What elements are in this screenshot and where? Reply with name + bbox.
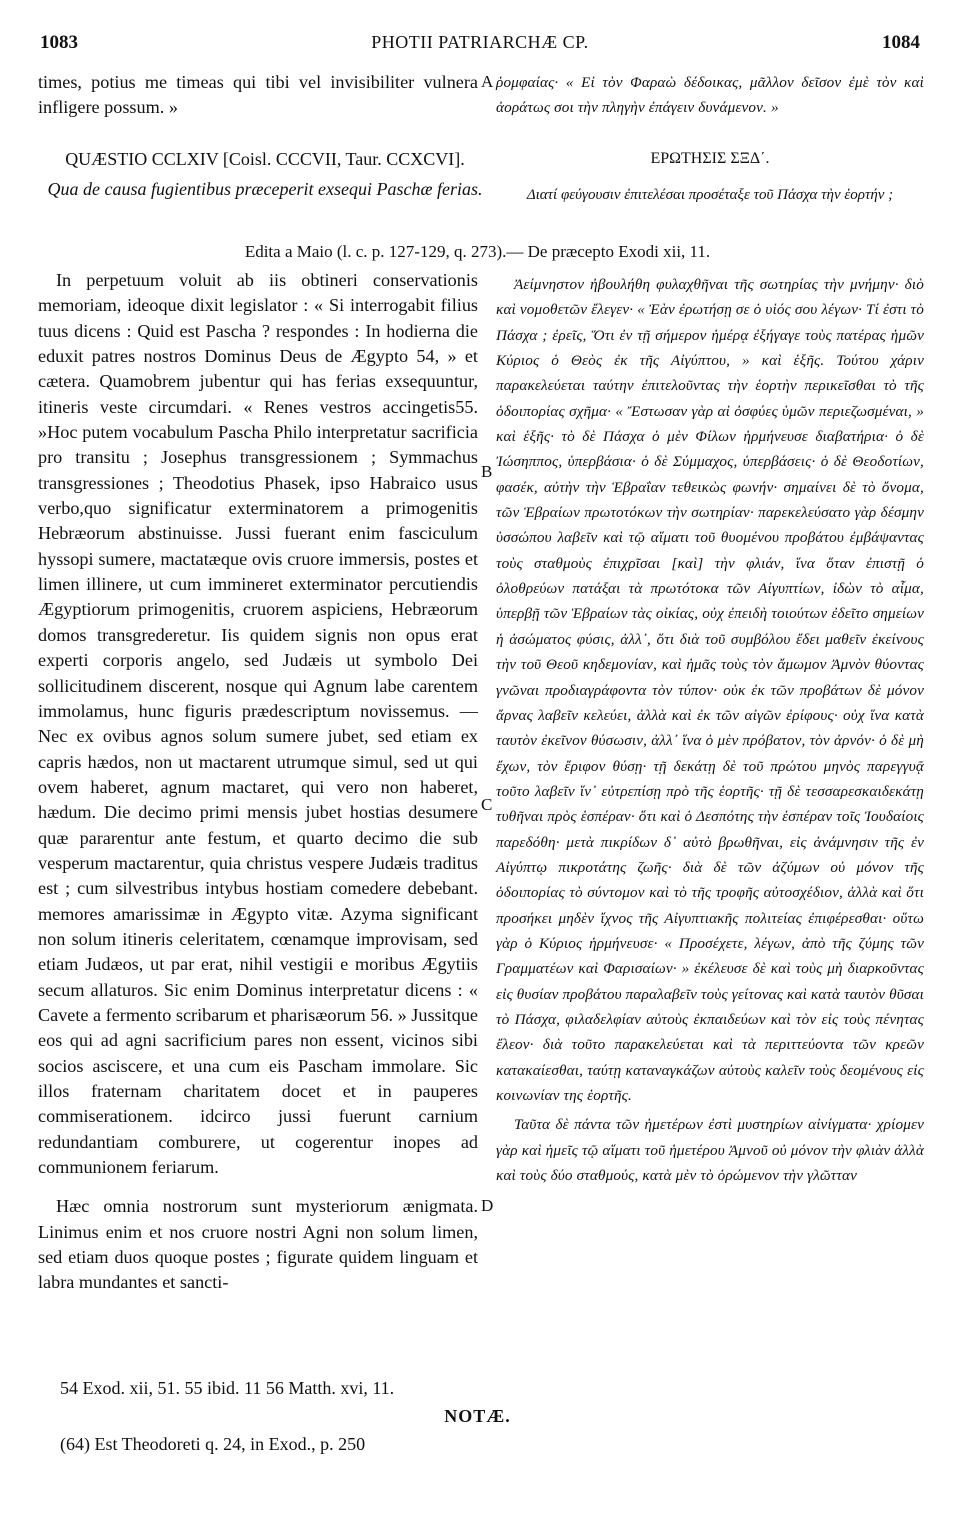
greek-top-text: ῥομφαίας· « Εἰ τὸν Φαραὼ δέδοικας, μᾶλλον δεῖσον ἐμὲ τὸν καὶ ἀοράτως σοι τὴν πληγὴν ἐπάγειν δυνάμενον. »: [496, 74, 924, 117]
greek-question-title: ΕΡΩΤΗΣΙΣ ΣΞΔ΄.: [650, 150, 770, 167]
margin-letter-d: D: [481, 1196, 494, 1215]
greek-question-subtitle: Διατί φεύγουσιν ἐπιτελέσαι προσέταξε τοῦ Πάσχα τὴν ἑορτήν ;: [526, 187, 894, 203]
latin-paragraph-2: Hæc omnia nostrorum sunt mysteriorum ænigmata. Linimus enim et nos cruore nostri Agni non solum limen, sed etiam duos quoque postes ; figurate quidem linguam et labra mundantes et sancti-: [38, 1196, 478, 1293]
greek-column: [496, 272, 924, 1188]
latin-question-heading: [40, 148, 490, 200]
greek-question-heading: [496, 148, 924, 206]
greek-paragraph-2: Ταῦτα δὲ πάντα τῶν ἡμετέρων ἐστὶ μυστηρίων αἰνίγματα· χρίομεν γὰρ καὶ ἡμεῖς τῷ αἵματι τοῦ ἡμετέρου Ἀμνοῦ οὐ μόνον τὴν φλιὰν ἀλλὰ καὶ τοὺς δύο σταθμούς, κατὰ μὲν τὸ ὁρώμενον τὴν γλῶτταν: [496, 1116, 924, 1185]
page-number-left: 1083: [40, 32, 78, 53]
page-header: [40, 32, 920, 62]
latin-question-subtitle: Qua de causa fugientibus præceperit exsequi Paschæ ferias.: [47, 179, 483, 199]
margin-letter-c: C: [481, 795, 493, 814]
page-number-right: 1084: [882, 32, 920, 53]
notae-heading: NOTÆ.: [444, 1406, 511, 1426]
note-64: (64) Est Theodoreti q. 24, in Exod., p. 250: [60, 1434, 366, 1454]
margin-letter-a: A: [481, 72, 494, 91]
running-title: PHOTII PATRIARCHÆ CP.: [371, 32, 589, 52]
greek-paragraph-1: Ἀείμνηστον ἠβουλήθη φυλαχθῆναι τῆς σωτηρίας τὴν μνήμην· διὸ καὶ νομοθετῶν ἔλεγεν· « Ἐὰν ἐρωτήσῃ σε ὁ υἱός σου λέγων· Τί ἐστι τὸ Πάσχα ; ἐρεῖς, Ὅτι ἐν τῇ σήμερον ἡμέρᾳ ἐξήγαγε τοὺς πατέρας ἡμῶν Κύριος ὁ Θεὸς ἐκ τῆς Αἰγύπτου, » καὶ ἑξῆς. Τούτου χάριν παρακελεύεται ταύτην ἐπιτελοῦντας τὴν ἑορτὴν περικεῖσθαι τὸ τῆς ὁδοιπορίας σχῆμα· « Ἔστωσαν γὰρ αἱ ὀσφύες ὑμῶν περιεζωσμέναι, » καὶ ἑξῆς· τὸ δὲ Πάσχα ὁ μὲν Φίλων ἡρμήνευσε διαβατήρια· ὁ δὲ Ἰώσηππος, ὑπερβάσια· ὁ δὲ Σύμμαχος, ὑπερβάσεις· ὁ δὲ Θεοδοτίων, φασέκ, αὐτὴν τὴν Ἑβραΐαν τεθεικὼς φωνήν· σημαίνει δὲ τὸ ὄνομα, τῶν Ἑβραίων πρωτοτόκων τὴν σωτηρίαν· παρεκελεύσατο γὰρ δέσμην ὑσσώπου λαβεῖν καὶ τῷ αἵματι τοῦ θυομένου προβάτου ἐμβάψαντας τοὺς σταθμοὺς ἐπιχρῖσαι [καὶ] τὴν φλιάν, ἵνα ὅταν ἐπιστῇ ὁ ὀλοθρεύων πατάξαι τὰ πρωτότοκα τῶν Αἰγυπτίων, ἰδὼν τὸ αἷμα, ὑπερβῇ τῶν Ἑβραίων τὰς οἰκίας, οὐχ ἐπειδὴ τοιούτων ἐδεῖτο σημείων ἡ ἀσώματος φύσις, ἀλλ᾽, ὅτι διὰ τοῦ συμβόλου ἔδει μαθεῖν ἐκείνους τὴν τοῦ Θεοῦ κηδεμονίαν, καὶ ἡμᾶς τοὺς τὸν ἄμωμον Ἀμνὸν θύοντας γνῶναι προδιαγράφοντα τὸν τύπον· οὐκ ἐκ τῶν προβάτων δὲ μόνον ἄρνας λαβεῖν κελεύει, ἀλλὰ καὶ ἐκ τῶν αἰγῶν ἐρίφους· οὐχ ἵνα κατὰ ταυτὸν ἐκεῖνον θύσωσιν, ἀλλ᾽ ἵνα ὁ μὲν πρόβατον, τὸν ἀρνόν· ὁ δὲ μὴ ἔχων, τὸν ἔριφον θύσῃ· τῇ δεκάτῃ δὲ τοῦ πρώτου μηνὸς παρεγγυᾷ τοῦτο λαβεῖν ἵν᾽ εὐτρεπίσῃ πρὸ τῆς ἑορτῆς· τῇ δὲ τεσσαρεσκαιδεκάτῃ τυθῆναι πρὸς ἑσπέραν· ὅτι καὶ ὁ Δεσπότης τὴν ἑσπέραν τοῖς Ἰουδαίοις παρεδόθη· μετὰ πικρίδων δ᾽ αὐτὸ βρωθῆναι, εἰς ἀνάμνησιν τῆς ἐν Αἰγύπτῳ πικροτάτης ζωῆς· διὰ δὲ τῶν ἀζύμων οὐ μόνον τῆς ὁδοιπορίας τὸ σύντομον καὶ τὸ τῆς τροφῆς αὐτοσχέδιον, ἀλλὰ καὶ ὅτι προσήκει μηδὲν ἴχνος τῆς Αἰγυπτιακῆς πολιτείας ἐπιφέρεσθαι· οὕτω γὰρ ὁ Κύριος ἡρμήνευσε· « Προσέχετε, λέγων, ἀπὸ τῆς ζύμης τῶν Γραμματέων καὶ Φαρισαίων· » ἐκέλευσε δὲ καὶ τοὺς μὴ διαρκοῦντας εἰς θυσίαν προβάτου παραλαβεῖν τοὺς γείτονας καὶ κατὰ ταυτὸν θῦσαι τὸ Πάσχα, φιλαδελφίαν αὐτοὺς ἐκπαιδεύων καὶ τὸν εἰς τοὺς πένητας ἔλεον· διὰ τοῦτο παρακελεύεται καὶ τὰ περιττεύοντα τῶν κρεῶν κατακαίεσθαι, ταύτῃ καταναγκάζων αὐτοὺς καλεῖν τοὺς δεομένους εἰς κοινωνίαν της ἑορτῆς.: [496, 276, 924, 1104]
footnotes: 54 Exod. xii, 51. 55 ibid. 11 56 Matth. xvi, 11.: [60, 1378, 395, 1398]
latin-column: [38, 268, 478, 1296]
latin-paragraph-1: In perpetuum voluit ab iis obtineri conservationis memoriam, ideoque dixit legislator : « Si interrogabit filius tuus dicens : Quid est Pascha ? respondes : In hodierna die eduxit patres nostros Dominus Deus de Ægypto 54, » et cætera. Quamobrem jubentur qui has ferias exsequuntur, itineris veste circumdari. « Renes vestros accingetis55. »Hoc putem vocabulum Pascha Philo interpretatur sacrificia pro transitu ; Josephus transgressionem ; Symmachus transgressiones ; Theodotius Phasek, ipso Habraico usus verbo,quo significatur exterminatorem a primogenitis Hebræorum abstinuisse. Jussi fuerant enim fasciculum hyssopi sumere, mactatæque ovis cruore immersis, postes et limen illinere, ut cum immineret exterminator percutiendis Ægyptiorum primogenitis, cruorem aspiciens, Hebræorum domos transgrederetur. Iis quidem signis non opus erat experti corporis angelo, sed Judæis ut symbolo Dei sollicitudinem discerent, nosque qui Agnum labe carentem immolamus, hunc figuris prædescriptum novissemus. — Nec ex ovibus agnos solum sumere jubet, sed etiam ex capris hædos, non ut mactarent utrumque simul, sed ut qui ovem haberet, agnum mactaret, qui vero non haberet, hædum. Die decimo primi mensis jubet hostias desumere quæ pararentur ante festum, et quarto decimo die sub vesperum mactarentur, quia christus vespere Judæis traditus est ; cum silvestribus intybus hostiam comedere debebant. memores amarissimæ in Ægypto vitæ. Azyma significant non solum itineris celeritatem, cœnamque improvisam, sed etiam Judæos, ut par erat, nihil vestigii e moribus Ægytiis secum allaturos. Sic enim Dominus interpretatur dicens : « Cavete a fermento scribarum et pharisæorum 56. » Jussitque eos qui ad agni sacrificium pares non essent, vicinos sibi socios asciscere, et una cum eis Pascham immolare. Sic illos fraternam charitatem docet et in pauperes commiserationem. idcirco jussi fuerunt carnium redundantiam comburere, ut cogerentur inopes ad communionem feriarum.: [38, 270, 478, 1178]
latin-top-text: times, potius me timeas qui tibi vel invisibiliter vulnera infligere possum. »: [38, 72, 478, 118]
greek-top-continuation: [496, 70, 924, 121]
edition-note: Edita a Maio (l. c. p. 127-129, q. 273).— De præcepto Exodi xii, 11.: [244, 242, 711, 261]
latin-top-continuation: [38, 70, 478, 121]
margin-letter-b: B: [481, 462, 493, 481]
latin-question-title: QUÆSTIO CCLXIV [Coisl. CCCVII, Taur. CCXCVI].: [65, 149, 465, 169]
